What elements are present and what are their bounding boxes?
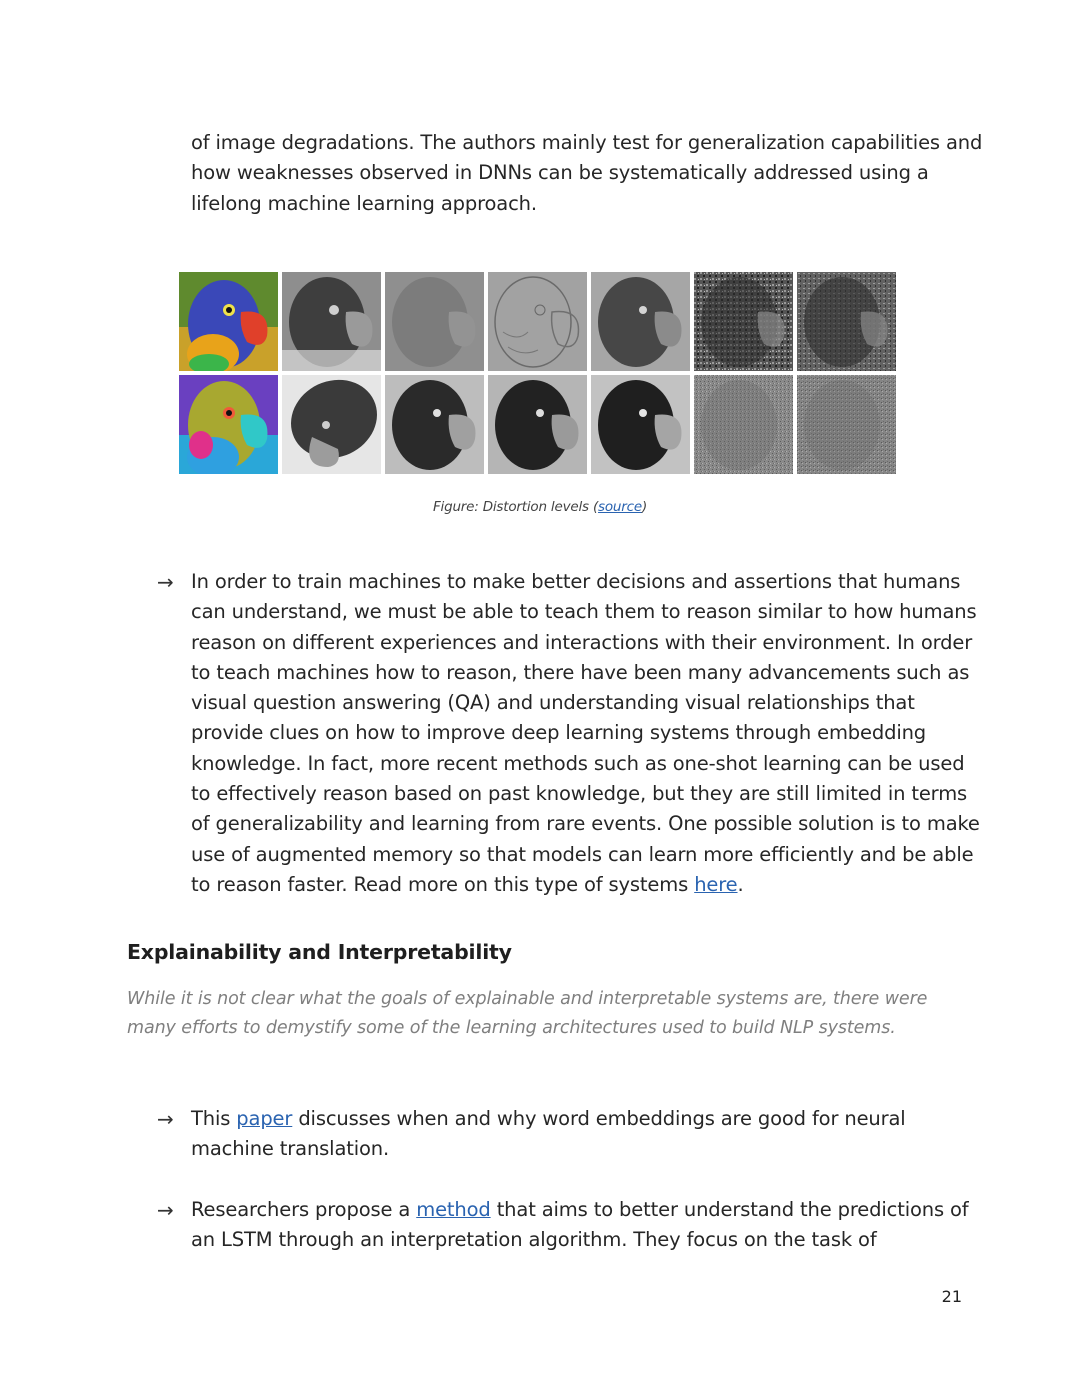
parrot-image-noise-4 xyxy=(797,375,896,474)
parrot-image-color-2 xyxy=(179,375,278,474)
paper-suffix: discusses when and why word embeddings are good for neural xyxy=(292,1107,906,1130)
figure-caption xyxy=(0,499,1080,515)
reasoning-last-suffix: . xyxy=(737,872,744,896)
reasoning-bullet xyxy=(191,567,980,900)
method-suffix: that aims to better understand the predictions of xyxy=(490,1198,969,1221)
reasoning-line-5: visual question answering (QA) and understanding visual relationships that xyxy=(191,691,915,715)
arrow-icon: → xyxy=(157,1198,174,1222)
parrot-image-contrast-2 xyxy=(488,375,587,474)
caption-prefix: Figure: Distortion levels ( xyxy=(432,499,599,515)
arrow-icon: → xyxy=(157,570,174,594)
reasoning-line-1: In order to train machines to make better decisions and assertions that humans xyxy=(191,570,961,593)
here-link[interactable]: here xyxy=(694,872,738,896)
paper-link[interactable]: paper xyxy=(236,1107,293,1130)
reasoning-line-4: to teach machines how to reason, there have been many advancements such as xyxy=(191,660,970,684)
parrot-image-contrast-3 xyxy=(591,375,690,474)
reasoning-line-6: provide clues on how to improve deep learning systems through embedding xyxy=(191,721,927,745)
page-number: 21 xyxy=(941,1287,962,1306)
caption-suffix: ) xyxy=(641,499,648,515)
reasoning-line-10: use of augmented memory so that models can learn more efficiently and be able xyxy=(191,842,974,866)
arrow-icon: → xyxy=(157,1107,174,1131)
reasoning-line-11 xyxy=(191,870,961,900)
method-link[interactable]: method xyxy=(416,1198,491,1221)
reasoning-line-8: to effectively reason based on past knowledge, but they are still limited in terms xyxy=(191,782,968,806)
method-prefix: Researchers propose a xyxy=(191,1198,417,1221)
parrot-image-rotated xyxy=(282,375,381,474)
section-heading: Explainability and Interpretability xyxy=(127,940,512,964)
section-intro xyxy=(127,985,947,1043)
parrot-image-gray-1 xyxy=(282,272,381,371)
caption-source-link[interactable]: source xyxy=(598,499,642,515)
reasoning-last-prefix: to reason faster. Read more on this type of systems xyxy=(191,872,695,896)
paper-prefix: This xyxy=(191,1107,237,1130)
parrot-image-low-contrast xyxy=(385,272,484,371)
parrot-image-color-1 xyxy=(179,272,278,371)
parrot-image-noise-1 xyxy=(694,272,793,371)
method-line-1 xyxy=(191,1195,969,1225)
intro-line-1: of image degradations. The authors mainly test for generalization capabilities and xyxy=(191,131,983,154)
section-intro-line-1: While it is not clear what the goals of explainable and interpretable systems are, there were xyxy=(127,989,928,1009)
parrot-image-edge-filter xyxy=(488,272,587,371)
paper-line-2: machine translation. xyxy=(191,1137,390,1161)
paper-bullet xyxy=(191,1104,961,1165)
intro-line-3: lifelong machine learning approach. xyxy=(191,191,537,215)
reasoning-line-2: can understand, we must be able to teach them to reason similar to how humans xyxy=(191,600,977,624)
reasoning-line-7: knowledge. In fact, more recent methods such as one-shot learning can be used xyxy=(191,751,965,775)
intro-paragraph xyxy=(191,128,983,219)
method-line-2: an LSTM through an interpretation algorithm. They focus on the task of xyxy=(191,1228,877,1252)
section-intro-line-2: many efforts to demystify some of the learning architectures used to build NLP systems. xyxy=(127,1018,896,1038)
parrot-image-contrast-1 xyxy=(385,375,484,474)
paper-line-1 xyxy=(191,1104,961,1134)
reasoning-line-3: reason on different experiences and interactions with their environment. In order xyxy=(191,630,973,654)
distortion-figure xyxy=(179,272,896,475)
intro-line-2: how weaknesses observed in DNNs can be systematically addressed using a xyxy=(191,161,929,185)
method-bullet xyxy=(191,1195,969,1256)
parrot-image-noise-2 xyxy=(797,272,896,371)
reasoning-line-9: of generalizability and learning from rare events. One possible solution is to make xyxy=(191,812,980,836)
parrot-image-gray-2 xyxy=(591,272,690,371)
parrot-image-noise-3 xyxy=(694,375,793,474)
